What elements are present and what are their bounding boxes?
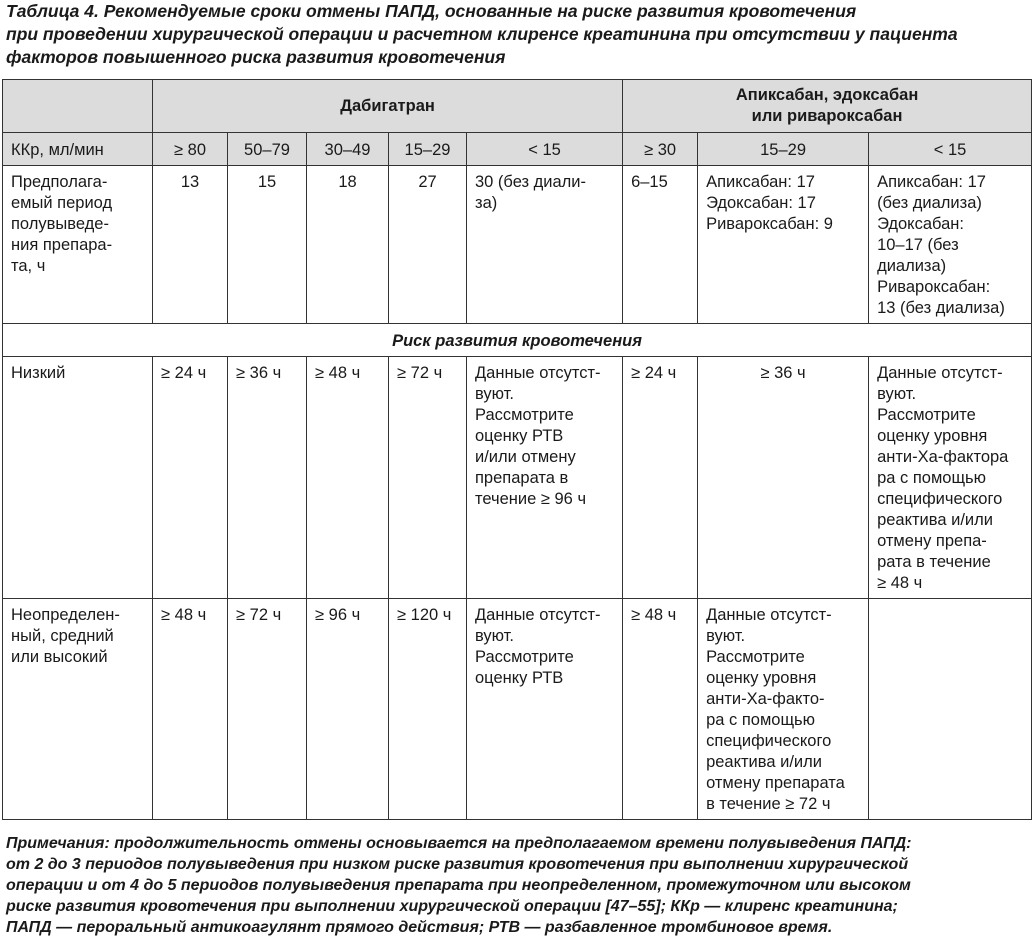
kkr-col: ≥ 30 — [623, 133, 698, 166]
text-line: ра с помощью — [877, 469, 987, 487]
text-line: Апиксабан: 17 — [877, 173, 986, 191]
table-cell — [869, 357, 1032, 599]
table-cell: ≥ 72 ч — [228, 599, 307, 820]
table-notes — [6, 833, 1028, 938]
note-line: Примечания: продолжительность отмены основывается на предполагаемом времени полувыведения ПАПД: — [6, 835, 912, 852]
table-cell: 15 — [228, 166, 307, 324]
caption-line: Таблица 4. Рекомендуемые сроки отмены ПАПД, основанные на риске развития кровотечения — [6, 1, 857, 21]
text-line: анти-Ха-факто- — [706, 690, 825, 708]
table-cell-empty — [869, 599, 1032, 820]
text-line: Апиксабан: 17 — [706, 173, 815, 191]
table-cell: ≥ 96 ч — [307, 599, 389, 820]
text-line: полувыведе- — [11, 215, 109, 233]
text-line: Ривароксабан: 9 — [706, 215, 833, 233]
table-cell: ≥ 48 ч — [623, 599, 698, 820]
text-line: Рассмотрите — [475, 648, 574, 666]
text-line: и/или отмену — [475, 448, 576, 466]
table-cell: ≥ 48 ч — [307, 357, 389, 599]
header-row-kkr — [3, 133, 1032, 166]
text-line: диализа) — [877, 257, 947, 275]
text-line: (без диализа) — [877, 194, 982, 212]
table-cell: ≥ 72 ч — [389, 357, 467, 599]
text-line: оценку РТВ — [475, 427, 564, 445]
table-row-risk-title — [3, 324, 1032, 357]
table-cell: ≥ 36 ч — [228, 357, 307, 599]
text-line: реактива и/или — [706, 753, 822, 771]
table-row-half-life — [3, 166, 1032, 324]
table-cell: ≥ 36 ч — [698, 357, 869, 599]
table-cell — [467, 166, 623, 324]
note-line: риске развития кровотечения при выполнении хирургической операции [47–55]; ККр — клиренс креатинина; — [6, 898, 898, 915]
table-cell — [698, 166, 869, 324]
table-cell — [467, 357, 623, 599]
table-row-low-risk — [3, 357, 1032, 599]
text-line: Данные отсутст- — [706, 606, 832, 624]
text-line: Данные отсутст- — [877, 364, 1003, 382]
kkr-col: 50–79 — [228, 133, 307, 166]
caption-line: факторов повышенного риска развития кровотечения — [6, 47, 506, 67]
table-cell: 6–15 — [623, 166, 698, 324]
kkr-col: < 15 — [869, 133, 1032, 166]
kkr-col: 30–49 — [307, 133, 389, 166]
table-cell: 13 — [153, 166, 228, 324]
text-line: Рассмотрите — [475, 406, 574, 424]
kkr-col: < 15 — [467, 133, 623, 166]
text-line: ния препара- — [11, 236, 113, 254]
text-line: Эдоксабан: — [877, 215, 964, 233]
text-line: 13 (без диализа) — [877, 299, 1005, 317]
text-line: Данные отсутст- — [475, 606, 601, 624]
text-line: в течение ≥ 72 ч — [706, 795, 831, 813]
caption-line: при проведении хирургической операции и расчетном клиренсе креатинина при отсутствии у пациента — [6, 24, 958, 44]
kkr-col: ≥ 80 — [153, 133, 228, 166]
table-cell — [467, 599, 623, 820]
text-line: Рассмотрите — [706, 648, 805, 666]
text-line: Данные отсутст- — [475, 364, 601, 382]
text-line: реактива и/или — [877, 511, 993, 529]
text-line: Предполага- — [11, 173, 108, 191]
text-line: ный, средний — [11, 627, 114, 645]
text-line: ≥ 48 ч — [877, 574, 923, 592]
header-xa-line: или ривароксабан — [751, 107, 903, 125]
header-xa-line: Апиксабан, эдоксабан — [735, 86, 919, 104]
table-cell: ≥ 24 ч — [153, 357, 228, 599]
withdrawal-table — [2, 79, 1032, 820]
text-line: оценку уровня — [706, 669, 817, 687]
text-line: емый период — [11, 194, 113, 212]
table-cell — [869, 166, 1032, 324]
text-line: отмену препарата — [706, 774, 845, 792]
text-line: или высокий — [11, 648, 108, 666]
table-cell: ≥ 120 ч — [389, 599, 467, 820]
risk-section-title: Риск развития кровотечения — [3, 324, 1032, 357]
row-label-high — [3, 599, 153, 820]
text-line: 30 (без диали- — [475, 173, 587, 191]
table-cell — [698, 599, 869, 820]
text-line: препарата в — [475, 469, 569, 487]
text-line: та, ч — [11, 257, 46, 275]
header-corner — [3, 80, 153, 133]
text-line: отмену препа- — [877, 532, 987, 550]
table-cell: ≥ 48 ч — [153, 599, 228, 820]
table-row-high-risk — [3, 599, 1032, 820]
text-line: Эдоксабан: 17 — [706, 194, 816, 212]
table-caption — [6, 0, 1028, 69]
text-line: Неопределен- — [11, 606, 120, 624]
text-line: специфического — [706, 732, 832, 750]
kkr-col: 15–29 — [389, 133, 467, 166]
kkr-label: ККр, мл/мин — [3, 133, 153, 166]
note-line: операции и от 4 до 5 периодов полувыведения препарата при неопределенном, промежуточном или высоком — [6, 877, 911, 894]
note-line: ПАПД — пероральный антикоагулянт прямого действия; РТВ — разбавленное тромбиновое время. — [6, 919, 833, 936]
row-label-half-life — [3, 166, 153, 324]
header-dabigatran: Дабигатран — [153, 80, 623, 133]
text-line: оценку РТВ — [475, 669, 564, 687]
table-cell: 27 — [389, 166, 467, 324]
header-row-drugs — [3, 80, 1032, 133]
text-line: 10–17 (без — [877, 236, 959, 254]
text-line: за) — [475, 194, 498, 212]
text-line: специфического — [877, 490, 1003, 508]
table-cell: ≥ 24 ч — [623, 357, 698, 599]
header-xa-inhibitors — [623, 80, 1032, 133]
text-line: анти-Ха-фактора — [877, 448, 1009, 466]
text-line: рата в течение — [877, 553, 991, 571]
text-line: вуют. — [475, 627, 514, 645]
text-line: Рассмотрите — [877, 406, 976, 424]
text-line: вуют. — [877, 385, 917, 403]
text-line: течение ≥ 96 ч — [475, 490, 587, 508]
text-line: ра с помощью — [706, 711, 816, 729]
row-label-low: Низкий — [3, 357, 153, 599]
text-line: вуют. — [475, 385, 514, 403]
note-line: от 2 до 3 периодов полувыведения при низком риске развития кровотечения при выполнении хирургической — [6, 856, 909, 873]
text-line: оценку уровня — [877, 427, 988, 445]
table-cell: 18 — [307, 166, 389, 324]
kkr-col: 15–29 — [698, 133, 869, 166]
text-line: Ривароксабан: — [877, 278, 991, 296]
text-line: вуют. — [706, 627, 746, 645]
